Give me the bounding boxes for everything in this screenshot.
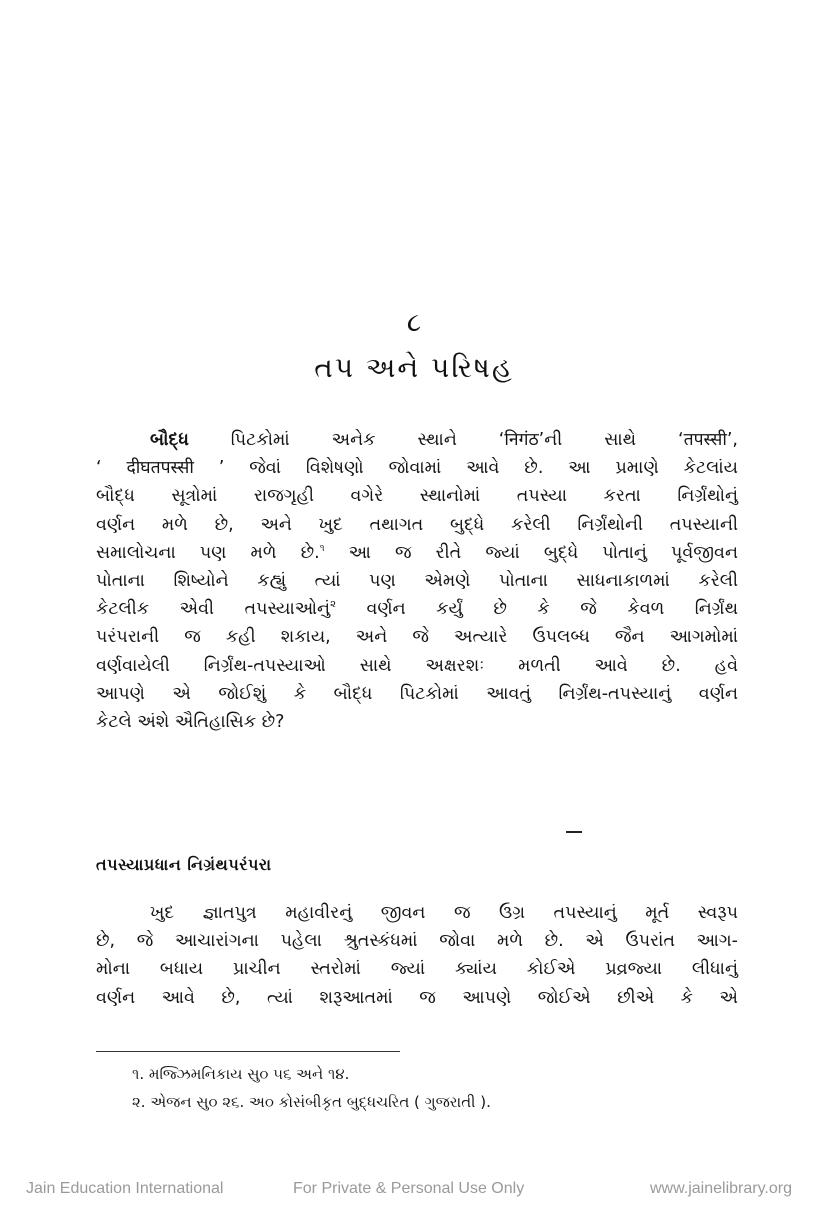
footnote-divider [96, 1051, 400, 1052]
footnote-1: ૧. મજ્ઝિમનિકાય સુ૦ ૫૬ અને ૧૪. [132, 1065, 350, 1083]
paragraph-line: પોતાના શિષ્યોને કહ્યું ત્યાં પણ એમણે પોતાના સાધનાકાળમાં કરેલી [96, 570, 738, 591]
paragraph-line [96, 595, 738, 623]
chapter-number: ૮ [406, 308, 422, 338]
footer-website-link[interactable]: www.jainelibrary.org [650, 1180, 792, 1197]
section-heading: તપસ્યાપ્રધાન નિગ્રંથપરંપરા [96, 855, 272, 874]
footnote-ref-1[interactable]: ૧ [319, 542, 325, 554]
paragraph-line: બૌદ્ધ સૂત્રોમાં રાજગૃહી વગેરે સ્થાનોમાં તપસ્યા કરતા નિર્ગ્રંથોનું [96, 486, 738, 507]
bold-lead-word: બૌદ્ધ [150, 430, 189, 450]
line-text: આ જ રીતે જ્યાં બુદ્ધે પોતાનું પૂર્વજીવન [324, 542, 738, 563]
footer-publisher: Jain Education International [26, 1180, 224, 1197]
footer-usage-note: For Private & Personal Use Only [293, 1180, 525, 1197]
footnote-ref-2[interactable]: ૨ [330, 599, 336, 611]
paragraph-line: વર્ણવાયેલી નિર્ગ્રંથ-તપસ્યાઓ સાથે અક્ષરશઃ મળતી આવે છે. હવે [96, 655, 738, 676]
dash-mark [566, 831, 582, 833]
paragraph-2 [96, 899, 738, 1012]
line-text: વર્ણન કર્યું છે કે જે કેવળ નિર્ગ્રંથ [335, 599, 738, 620]
paragraph-line: ખુદ જ્ઞાતપુત્ર મહાવીરનું જીવન જ ઉગ્ર તપસ્યાનું મૂર્ત સ્વરૂપ [150, 903, 738, 923]
line-text: સમાલોચના પણ મળે છે. [96, 542, 320, 563]
chapter-title: તપ અને પરિષહ [314, 351, 514, 384]
paragraph-line [96, 426, 738, 454]
paragraph-line: પરંપરાની જ કહી શકાય, અને જે અત્યારે ઉપલબ્ધ જૈન આગમોમાં [96, 627, 738, 648]
page-footer [0, 1180, 828, 1204]
paragraph-line: વર્ણન મળે છે, અને ખુદ તથાગત બુદ્ધે કરેલી નિર્ગ્રંથોની તપસ્યાની [96, 514, 738, 535]
footnote-2: ૨. એજન સુ૦ ૨૬. અ૦ કોસંબીકૃત બુદ્ધચરિત ( ગુજરાતી ). [132, 1093, 491, 1111]
paragraph-line [96, 539, 738, 567]
footnotes [132, 1060, 491, 1116]
paragraph-line: ‘ दीघतपस्सी ’ જેવાં વિશેષણો જોવામાં આવે છે. આ પ્રમાણે કેટલાંય [96, 458, 738, 479]
paragraph-line: છે, જે આચારાંગના પહેલા શ્રુતસ્કંધમાં જોવા મળે છે. એ ઉપરાંત આગ- [96, 931, 738, 952]
paragraph-1 [96, 426, 738, 736]
paragraph-line: મોના બધાય પ્રાચીન સ્તરોમાં જ્યાં ક્યાંય કોઈએ પ્રવ્રજ્યા લીધાનું [96, 959, 738, 980]
paragraph-line: વર્ણન આવે છે, ત્યાં શરૂઆતમાં જ આપણે જોઈએ છીએ કે એ [96, 987, 738, 1008]
line-text: કેટલીક એવી તપસ્યાઓનું [96, 599, 331, 620]
line-text: પિટકોમાં અનેક સ્થાને ‘निगंठ’ની સાથે ‘तपस्सी’, [188, 430, 738, 450]
paragraph-line: કેટલે અંશે ઐતિહાસિક છે? [96, 711, 285, 732]
paragraph-line: આપણે એ જોઈશું કે બૌદ્ધ પિટકોમાં આવતું નિર્ગ્રંથ-તપસ્યાનું વર્ણન [96, 683, 738, 704]
